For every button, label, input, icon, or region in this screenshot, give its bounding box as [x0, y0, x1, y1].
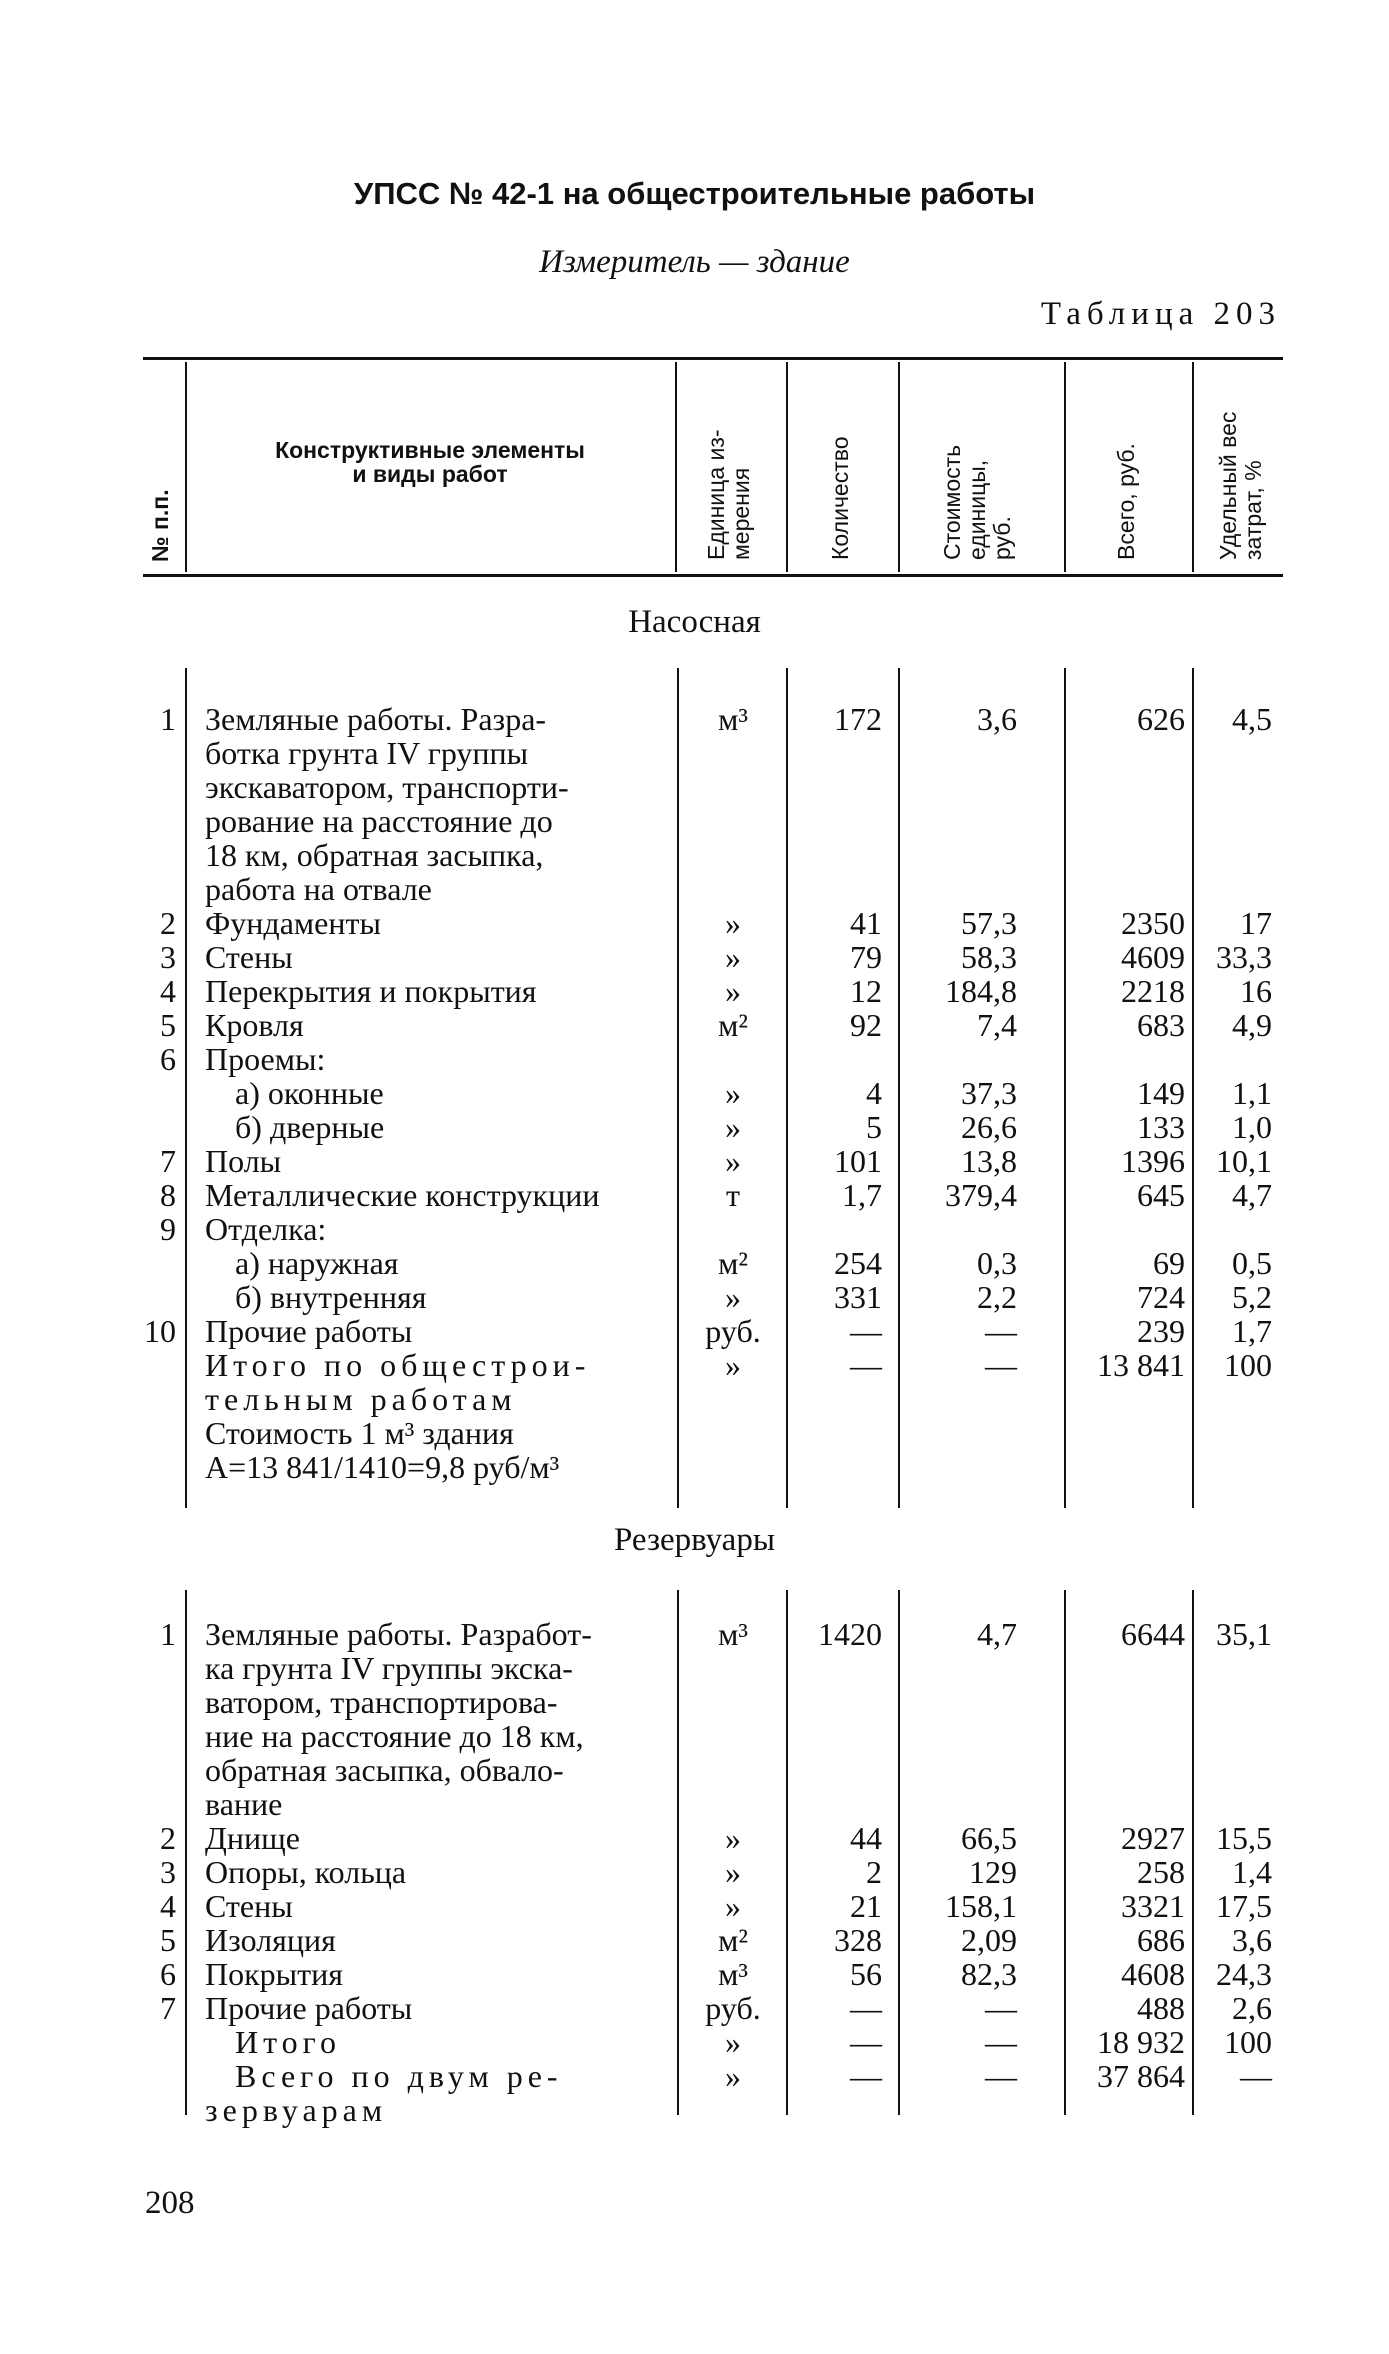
row-unit: т — [726, 1177, 740, 1213]
row-name-line: Земляные работы. Разра- — [205, 701, 547, 737]
header-unit — [704, 429, 754, 560]
row-share: 1,4 — [1232, 1854, 1272, 1890]
row-name: Отделка: — [205, 1211, 327, 1247]
total-sum: 13 841 — [1097, 1347, 1185, 1383]
header-bottom-rule — [143, 574, 1283, 577]
header-share-line: затрат, % — [1240, 460, 1266, 560]
row-quantity: 1420 — [818, 1616, 882, 1652]
row-name: б) дверные — [235, 1109, 385, 1145]
row-quantity: — — [850, 1990, 882, 2026]
total-label-line: Итого по общестрои- — [205, 1347, 591, 1383]
row-unit: » — [725, 973, 741, 1009]
row-number: 6 — [160, 1956, 176, 1992]
body-col-sep — [185, 668, 187, 1508]
total-share: 100 — [1224, 1347, 1272, 1383]
row-name-line: работа на отвале — [205, 871, 432, 907]
row-total: 4608 — [1121, 1956, 1185, 1992]
header-name — [190, 438, 670, 486]
row-name: Стены — [205, 1888, 293, 1924]
total-quantity: — — [850, 1347, 882, 1383]
body-col-sep — [898, 1590, 900, 2115]
row-number: 7 — [160, 1990, 176, 2026]
row-share: 2,6 — [1232, 1990, 1272, 2026]
row-total: 6644 — [1121, 1616, 1185, 1652]
row-name: Опоры, кольца — [205, 1854, 407, 1890]
row-number: 3 — [160, 939, 176, 975]
row-number: 5 — [160, 1922, 176, 1958]
row-number: 2 — [160, 905, 176, 941]
header-cost-line: единицы, — [964, 459, 990, 560]
row-share: 4,9 — [1232, 1007, 1272, 1043]
header-name-line: Конструктивные элементы — [275, 437, 585, 463]
row-quantity: 56 — [850, 1956, 882, 1992]
header-share — [1216, 412, 1266, 560]
row-name: Стены — [205, 939, 293, 975]
row-quantity: 172 — [834, 701, 882, 737]
measure-subtitle: Измеритель — здание — [539, 244, 850, 280]
header-cost — [940, 445, 1015, 560]
row-number: 1 — [160, 1616, 176, 1652]
row-unit: » — [725, 1854, 741, 1890]
header-name-line: и виды работ — [352, 461, 508, 487]
row-unit-cost: 7,4 — [977, 1007, 1017, 1043]
row-unit: » — [725, 1279, 741, 1315]
section-title-reservoirs: Резервуары — [614, 1522, 775, 1558]
row-number: 4 — [160, 973, 176, 1009]
row-total: 683 — [1137, 1007, 1185, 1043]
row-name-line: ватором, транспортирова- — [205, 1684, 558, 1720]
section-title-pump: Насосная — [628, 604, 761, 640]
row-unit-cost: — — [985, 1313, 1017, 1349]
row-quantity: 12 — [850, 973, 882, 1009]
row-quantity: 328 — [834, 1922, 882, 1958]
row-name: б) внутренняя — [235, 1279, 427, 1315]
row-share: 1,0 — [1232, 1109, 1272, 1145]
row-total: 1396 — [1121, 1143, 1185, 1179]
row-name: а) оконные — [235, 1075, 384, 1111]
row-share: 1,1 — [1232, 1075, 1272, 1111]
row-quantity: 44 — [850, 1820, 882, 1856]
row-share: 17,5 — [1216, 1888, 1272, 1924]
row-share: 17 — [1240, 905, 1272, 941]
body-col-sep — [1192, 1590, 1194, 2115]
row-quantity: 2 — [866, 1854, 882, 1890]
row-number: 9 — [160, 1211, 176, 1247]
row-number: 1 — [160, 701, 176, 737]
row-total: 488 — [1137, 1990, 1185, 2026]
row-unit-cost: 57,3 — [961, 905, 1017, 941]
row-name-line: Земляные работы. Разработ- — [205, 1616, 592, 1652]
row-name: Покрытия — [205, 1956, 343, 1992]
row-quantity: 21 — [850, 1888, 882, 1924]
row-name: Фундаменты — [205, 905, 381, 941]
grand-total-share: — — [1240, 2058, 1272, 2094]
row-number: 6 — [160, 1041, 176, 1077]
subtotal-sum: 18 932 — [1097, 2024, 1185, 2060]
row-total: 258 — [1137, 1854, 1185, 1890]
body-col-sep — [185, 1590, 187, 2115]
row-quantity: 79 — [850, 939, 882, 975]
row-name: Металлические конструкции — [205, 1177, 600, 1213]
row-unit-cost: 2,09 — [961, 1922, 1017, 1958]
row-unit: » — [725, 1075, 741, 1111]
row-unit-cost: 13,8 — [961, 1143, 1017, 1179]
row-unit: » — [725, 1820, 741, 1856]
row-name: Проемы: — [205, 1041, 326, 1077]
row-share: 5,2 — [1232, 1279, 1272, 1315]
row-number: 3 — [160, 1854, 176, 1890]
document-title: УПСС № 42-1 на общестроительные работы — [353, 176, 1036, 211]
row-total: 686 — [1137, 1922, 1185, 1958]
row-quantity: 331 — [834, 1279, 882, 1315]
cost-note-line: Стоимость 1 м³ здания — [205, 1415, 514, 1451]
row-total: 724 — [1137, 1279, 1185, 1315]
body-col-sep — [786, 1590, 788, 2115]
row-total: 626 — [1137, 701, 1185, 737]
header-col-sep — [675, 362, 677, 572]
row-name: Прочие работы — [205, 1990, 413, 2026]
row-total: 2218 — [1121, 973, 1185, 1009]
row-number: 4 — [160, 1888, 176, 1924]
row-unit: » — [725, 1143, 741, 1179]
row-total: 239 — [1137, 1313, 1185, 1349]
row-total: 133 — [1137, 1109, 1185, 1145]
table-number: Таблица 203 — [1040, 296, 1281, 332]
header-col-sep — [185, 362, 187, 572]
row-number: 2 — [160, 1820, 176, 1856]
row-unit-cost: 379,4 — [945, 1177, 1017, 1213]
subtotal-unit-cost: — — [985, 2024, 1017, 2060]
grand-total-quantity: — — [850, 2058, 882, 2094]
header-col-sep — [1192, 362, 1194, 572]
row-total: 2927 — [1121, 1820, 1185, 1856]
header-col-sep — [786, 362, 788, 572]
page-number: 208 — [145, 2185, 195, 2221]
row-unit: м³ — [718, 1616, 748, 1652]
row-quantity: 254 — [834, 1245, 882, 1281]
row-unit: » — [725, 939, 741, 975]
row-name: Полы — [205, 1143, 282, 1179]
row-name-line: рование на расстояние до — [205, 803, 553, 839]
row-number: 8 — [160, 1177, 176, 1213]
body-col-sep — [786, 668, 788, 1508]
row-share: 33,3 — [1216, 939, 1272, 975]
grand-total-label-line: Всего по двум ре- — [235, 2058, 563, 2094]
body-col-sep — [677, 1590, 679, 2115]
row-name-line: ботка грунта IV группы — [205, 735, 529, 771]
row-unit-cost: 3,6 — [977, 701, 1017, 737]
subtotal-unit: » — [725, 2024, 741, 2060]
grand-total-unit-cost: — — [985, 2058, 1017, 2094]
row-unit: м³ — [718, 1956, 748, 1992]
cost-note-line: А=13 841/1410=9,8 руб/м³ — [205, 1449, 560, 1485]
header-qty: Количество — [827, 436, 853, 560]
total-label-line: тельным работам — [205, 1381, 517, 1417]
row-quantity: — — [850, 1313, 882, 1349]
row-quantity: 92 — [850, 1007, 882, 1043]
row-total: 4609 — [1121, 939, 1185, 975]
row-total: 69 — [1153, 1245, 1185, 1281]
total-unit: » — [725, 1347, 741, 1383]
row-unit: » — [725, 1888, 741, 1924]
row-name-line: ние на расстояние до 18 км, — [205, 1718, 584, 1754]
row-number: 5 — [160, 1007, 176, 1043]
row-unit-cost: 158,1 — [945, 1888, 1017, 1924]
row-unit-cost: 4,7 — [977, 1616, 1017, 1652]
row-total: 149 — [1137, 1075, 1185, 1111]
row-name: а) наружная — [235, 1245, 399, 1281]
row-unit-cost: 37,3 — [961, 1075, 1017, 1111]
row-quantity: 4 — [866, 1075, 882, 1111]
row-unit: руб. — [705, 1990, 761, 2026]
row-number: 10 — [144, 1313, 176, 1349]
row-unit: м² — [718, 1922, 748, 1958]
header-unit-line: мерения — [728, 467, 754, 560]
row-unit-cost: 66,5 — [961, 1820, 1017, 1856]
row-unit: » — [725, 905, 741, 941]
subtotal-label: Итого — [235, 2024, 341, 2060]
header-cost-line: руб. — [989, 516, 1015, 560]
row-share: 24,3 — [1216, 1956, 1272, 1992]
row-unit-cost: 82,3 — [961, 1956, 1017, 1992]
row-name: Днище — [205, 1820, 300, 1856]
row-share: 15,5 — [1216, 1820, 1272, 1856]
row-total: 645 — [1137, 1177, 1185, 1213]
row-share: 10,1 — [1216, 1143, 1272, 1179]
row-unit-cost: 58,3 — [961, 939, 1017, 975]
row-share: 1,7 — [1232, 1313, 1272, 1349]
row-unit: м² — [718, 1007, 748, 1043]
grand-total-label-line: зервуарам — [205, 2092, 388, 2128]
row-unit-cost: — — [985, 1990, 1017, 2026]
row-total: 2350 — [1121, 905, 1185, 941]
row-name: Изоляция — [205, 1922, 336, 1958]
row-name-line: 18 км, обратная засыпка, — [205, 837, 544, 873]
subtotal-quantity: — — [850, 2024, 882, 2060]
header-col-sep — [898, 362, 900, 572]
header-total: Всего, руб. — [1113, 443, 1139, 560]
row-name: Перекрытия и покрытия — [205, 973, 537, 1009]
body-col-sep — [677, 668, 679, 1508]
header-col-sep — [1064, 362, 1066, 572]
body-col-sep — [898, 668, 900, 1508]
row-quantity: 5 — [866, 1109, 882, 1145]
header-top-rule — [143, 357, 1283, 360]
row-quantity: 41 — [850, 905, 882, 941]
row-share: 16 — [1240, 973, 1272, 1009]
subtotal-share: 100 — [1224, 2024, 1272, 2060]
header-unit-line: Единица из- — [703, 429, 729, 560]
row-name-line: вание — [205, 1786, 283, 1822]
row-share: 3,6 — [1232, 1922, 1272, 1958]
row-quantity: 1,7 — [842, 1177, 882, 1213]
header-num: № п.п. — [147, 489, 173, 562]
row-name: Прочие работы — [205, 1313, 413, 1349]
total-unit-cost: — — [985, 1347, 1017, 1383]
row-number: 7 — [160, 1143, 176, 1179]
row-unit-cost: 0,3 — [977, 1245, 1017, 1281]
body-col-sep — [1192, 668, 1194, 1508]
row-share: 4,5 — [1232, 701, 1272, 737]
row-unit-cost: 184,8 — [945, 973, 1017, 1009]
row-unit: м² — [718, 1245, 748, 1281]
grand-total-unit: » — [725, 2058, 741, 2094]
row-unit-cost: 2,2 — [977, 1279, 1017, 1315]
header-cost-line: Стоимость — [939, 444, 965, 560]
header-share-line: Удельный вес — [1215, 411, 1241, 560]
row-name-line: обратная засыпка, обвало- — [205, 1752, 564, 1788]
row-share: 0,5 — [1232, 1245, 1272, 1281]
row-unit-cost: 26,6 — [961, 1109, 1017, 1145]
row-name: Кровля — [205, 1007, 304, 1043]
row-unit: м³ — [718, 701, 748, 737]
row-quantity: 101 — [834, 1143, 882, 1179]
grand-total-sum: 37 864 — [1097, 2058, 1185, 2094]
row-share: 35,1 — [1216, 1616, 1272, 1652]
row-name-line: экскаватором, транспорти- — [205, 769, 569, 805]
row-unit: » — [725, 1109, 741, 1145]
row-share: 4,7 — [1232, 1177, 1272, 1213]
row-total: 3321 — [1121, 1888, 1185, 1924]
row-name-line: ка грунта IV группы экска- — [205, 1650, 573, 1686]
row-unit-cost: 129 — [969, 1854, 1017, 1890]
row-unit: руб. — [705, 1313, 761, 1349]
